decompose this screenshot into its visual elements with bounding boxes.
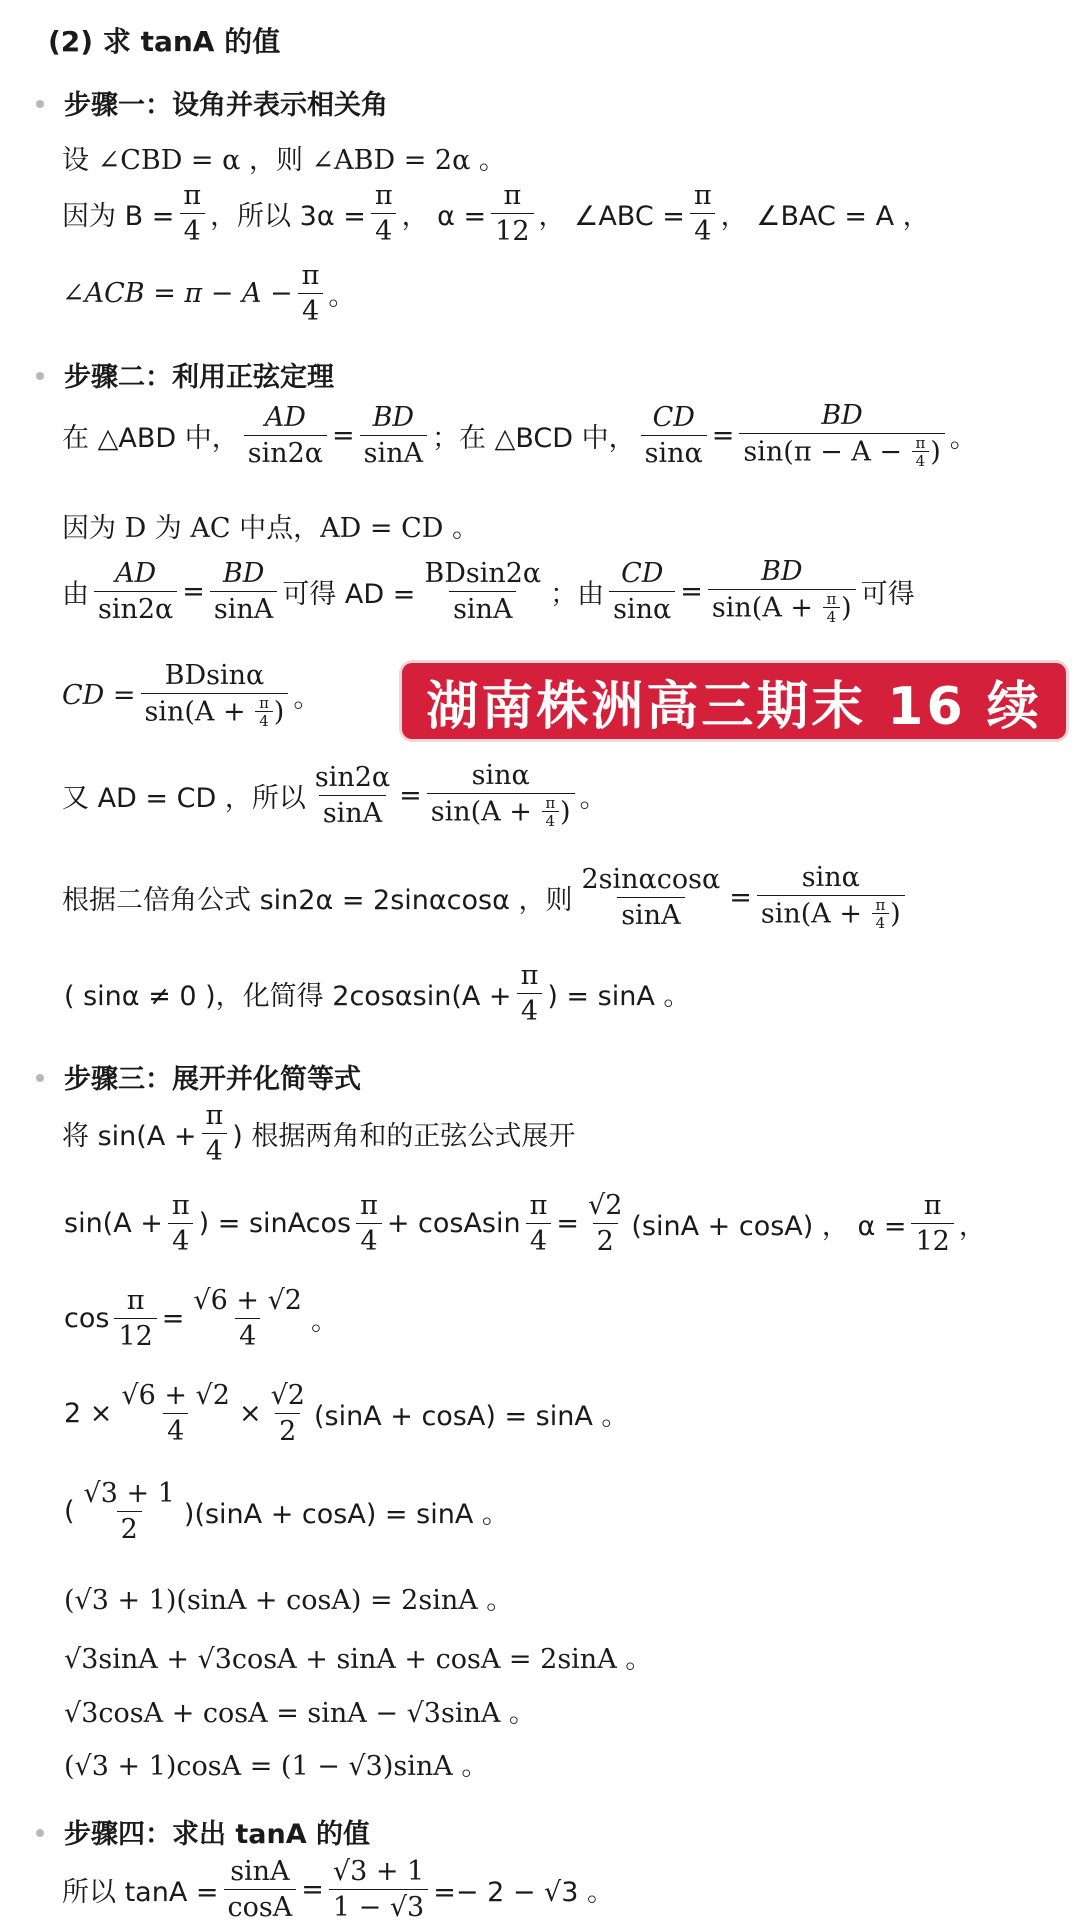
tiny-den: 4 (912, 451, 930, 470)
frac-ad-sin2a-b (94, 558, 177, 625)
line-15b: )(sinA + cosA) = sinA 。 (183, 1499, 509, 1531)
frac-pi-4-a (179, 180, 205, 247)
line-8 (62, 760, 607, 830)
line-13a: cos (64, 1303, 110, 1335)
line-14a: 2 × (64, 1398, 113, 1430)
denominator: 4 (526, 1223, 551, 1257)
denominator: 4 (298, 293, 323, 327)
numerator: sinA (230, 1856, 290, 1887)
line-8-end: 。 (579, 782, 607, 814)
equals: = (332, 419, 355, 451)
tiny-num: π (545, 794, 556, 813)
frac-sin2a-sinA (311, 762, 394, 829)
frac-sqrt2-2 (584, 1190, 626, 1257)
numerator: sinα (471, 760, 530, 791)
step-two-label: 步骤二：利用正弦定理 (64, 362, 334, 393)
frac-pi-4-b (371, 180, 397, 247)
line-11b: ) 根据两角和的正弦公式展开 (232, 1121, 576, 1153)
frac-pi-4-h (356, 1190, 382, 1257)
tiny-frac (542, 796, 560, 830)
line-15 (64, 1478, 509, 1545)
frac-pi-12 (491, 180, 533, 247)
line-4b: ；在 △BCD 中， (432, 422, 636, 454)
line-13b: = (161, 1303, 185, 1335)
line-11 (62, 1100, 575, 1167)
denominator: 2 (593, 1223, 618, 1257)
equals: = (680, 575, 703, 607)
denominator: cosA (224, 1889, 297, 1923)
numerator: √2 (270, 1380, 305, 1411)
tiny-den: 4 (872, 913, 890, 932)
line-12e: (sinA + cosA) ， α = (631, 1211, 907, 1243)
tiny-num: π (826, 590, 837, 609)
line-6 (62, 556, 915, 626)
line-13 (64, 1285, 338, 1352)
numerator: BD (761, 556, 803, 587)
line-7 (62, 660, 320, 730)
line-17: √3sinA + √3cosA + sinA + cosA = 2sinA 。 (64, 1644, 653, 1675)
numerator: π (360, 1190, 378, 1221)
frac-pi-4-d (298, 260, 324, 327)
frac-sina-sin-apl-b (757, 862, 905, 932)
frac-pi-4-e (517, 960, 543, 1027)
line-6c: ；由 (550, 578, 605, 610)
line-8a: 又 AD = CD ，所以 (62, 782, 306, 814)
line-18: √3cosA + cosA = sinA − √3sinA 。 (64, 1698, 536, 1729)
frac-bd-sina-cap (360, 402, 427, 469)
tiny-den: 4 (255, 711, 273, 730)
frac-pi-4-c (690, 180, 716, 247)
denominator: 4 (517, 993, 542, 1027)
line-14 (64, 1380, 628, 1447)
line-10a: ( sinα ≠ 0 )，化简得 2cosαsin(A + (64, 981, 512, 1013)
line-7a: CD = (62, 679, 136, 711)
line-12f: ， (958, 1211, 986, 1243)
bullet-icon (36, 100, 44, 108)
line-20a: 所以 tanA = (62, 1877, 219, 1909)
frac-bd-sin-pi (739, 400, 944, 470)
frac-s6s2-4 (189, 1285, 306, 1352)
denominator (427, 793, 575, 830)
numerator: π (503, 180, 522, 211)
frac-pi-12-b (911, 1190, 953, 1257)
numerator: BDsin2α (424, 557, 542, 589)
step-four-label: 步骤四：求出 tanA 的值 (64, 1819, 371, 1850)
numerator: √3 + 1 (332, 1856, 425, 1887)
numerator: BD (222, 557, 265, 589)
tiny-den: 4 (542, 811, 560, 830)
numerator: π (205, 1100, 224, 1131)
step-three-heading (36, 1057, 361, 1096)
denominator (141, 693, 289, 730)
denominator: 4 (163, 1413, 188, 1447)
denominator: sinα (641, 435, 707, 469)
line-2e: ， ∠BAC = A ， (720, 201, 930, 233)
tiny-frac (823, 592, 841, 626)
frac-cd-sina-b (609, 558, 675, 625)
line-4-end: 。 (949, 422, 977, 454)
numerator: √2 (588, 1190, 623, 1221)
line-12a: sin(A + (64, 1208, 163, 1240)
numerator: sinα (801, 862, 860, 893)
line-6a: 由 (62, 578, 89, 610)
frac-s3p1-1ms3 (329, 1856, 428, 1923)
denominator: 12 (911, 1223, 953, 1257)
denominator: 2 (275, 1413, 300, 1447)
numerator: sin2α (314, 761, 391, 793)
denominator: 4 (235, 1318, 260, 1352)
line-8b: = (399, 779, 422, 811)
source-banner: 湖南株洲高三期末 16 续 (402, 663, 1066, 739)
line-9a: 根据二倍角公式 sin2α = 2sinαcosα ，则 (62, 884, 573, 916)
frac-bd-sin-apl (708, 556, 856, 626)
numerator: π (301, 260, 320, 291)
line-12b: ) = sinAcos (198, 1208, 352, 1240)
bullet-icon (36, 1074, 44, 1082)
line-7-end: 。 (293, 682, 321, 714)
den-text: sin(A + (711, 592, 814, 624)
line-19: (√3 + 1)cosA = (1 − √3)sinA 。 (64, 1751, 489, 1782)
frac-bdsina (141, 660, 289, 730)
line-9 (62, 862, 910, 932)
tiny-frac (912, 436, 930, 470)
den-close: ) (890, 898, 901, 930)
numerator: 2sinαcosα (581, 863, 721, 895)
numerator: π (171, 1190, 190, 1221)
line-20b: =− 2 − √3 。 (433, 1877, 614, 1909)
den-close: ) (560, 796, 571, 828)
frac-sinA-cosA (224, 1856, 297, 1923)
line-2c: ， α = (401, 201, 487, 233)
frac-pi-4-f (201, 1100, 227, 1167)
frac-2sinacosa (578, 864, 725, 931)
frac-pi-4-i (526, 1190, 552, 1257)
tiny-den: 4 (823, 607, 841, 626)
line-12d: = (556, 1208, 579, 1240)
times: × (238, 1398, 262, 1430)
denominator: sin2α (94, 591, 177, 625)
line-12 (64, 1190, 986, 1257)
denominator: sinA (210, 591, 277, 625)
line-20 (62, 1856, 614, 1923)
bullet-icon (36, 372, 44, 380)
denominator: 4 (168, 1223, 193, 1257)
den-text: sin(A + (144, 696, 246, 728)
numerator: √6 + √2 (121, 1380, 230, 1411)
denominator: sinA (319, 795, 386, 829)
step-three-label: 步骤三：展开并化简等式 (64, 1064, 361, 1095)
denominator: sinA (449, 591, 516, 625)
denominator (708, 589, 856, 626)
den-text: sin(A + (760, 898, 863, 930)
line-14b: (sinA + cosA) = sinA 。 (313, 1401, 629, 1433)
line-11a: 将 sin(A + (62, 1121, 197, 1153)
line-3 (62, 260, 355, 327)
line-2 (62, 180, 930, 247)
tiny-frac (872, 898, 890, 932)
tiny-num: π (915, 434, 926, 453)
equals: = (711, 419, 735, 451)
equals: = (729, 881, 752, 913)
part-title: (2) 求 tanA 的值 (48, 25, 281, 58)
numerator: BD (372, 401, 415, 433)
line-13-end: 。 (310, 1306, 338, 1338)
line-6d: 可得 (860, 578, 915, 610)
denominator (757, 895, 905, 932)
equals: = (182, 575, 205, 607)
step-four-heading (36, 1812, 370, 1851)
numerator: AD (115, 557, 157, 589)
denominator (739, 433, 944, 470)
denominator: 4 (202, 1133, 227, 1167)
tiny-num: π (259, 694, 269, 713)
numerator: √6 + √2 (193, 1285, 302, 1316)
line-15-lp: ( (64, 1496, 75, 1528)
tiny-frac (255, 696, 273, 730)
numerator: π (126, 1285, 145, 1316)
line-3a: ∠ACB = π − A − (62, 278, 293, 310)
equals: = (301, 1874, 324, 1906)
denominator: 2 (117, 1511, 142, 1545)
line-4a: 在 △ABD 中， (62, 422, 239, 454)
line-2a: 因为 B = (62, 201, 175, 233)
den-text: sin(π − A − (743, 436, 903, 468)
den-close: ) (273, 696, 285, 728)
denominator: sinα (609, 591, 675, 625)
denominator: 4 (371, 213, 396, 247)
denominator: 4 (690, 213, 715, 247)
line-6b: 可得 AD = (282, 578, 416, 610)
numerator: BDsinα (164, 660, 265, 691)
bullet-icon (36, 1829, 44, 1837)
denominator: 4 (356, 1223, 381, 1257)
line-16: (√3 + 1)(sinA + cosA) = 2sinA 。 (64, 1585, 514, 1616)
line-2b: ，所以 3α = (210, 201, 366, 233)
line-10 (64, 960, 690, 1027)
denominator: 4 (180, 213, 205, 247)
tiny-num: π (875, 896, 886, 915)
line-3-end: 。 (328, 281, 356, 313)
line-2d: ， ∠ABC = (538, 201, 685, 233)
step-one-heading (36, 83, 388, 122)
step-two-heading (36, 355, 334, 394)
numerator: CD (652, 401, 695, 433)
frac-bdsin2a (420, 558, 545, 625)
den-close: ) (930, 436, 941, 468)
numerator: √3 + 1 (83, 1478, 175, 1509)
frac-cd-sina (641, 402, 707, 469)
frac-bd-sina-cap-b (210, 558, 277, 625)
numerator: π (923, 1190, 942, 1221)
line-5: 因为 D 为 AC 中点，AD = CD 。 (62, 513, 479, 544)
numerator: AD (264, 401, 306, 433)
frac-sina-sin-apl (427, 760, 575, 830)
den-text: sin(A + (430, 796, 532, 828)
denominator: sinA (360, 435, 427, 469)
frac-pi-12-c (114, 1285, 156, 1352)
line-10b: ) = sinA 。 (547, 981, 691, 1013)
numerator: BD (821, 400, 863, 431)
denominator: sinA (617, 897, 684, 931)
denominator: 12 (114, 1318, 156, 1352)
denominator: 1 − √3 (329, 1889, 428, 1923)
line-4 (62, 400, 977, 470)
numerator: π (374, 180, 393, 211)
frac-sqrt2-2-b (267, 1380, 309, 1447)
numerator: CD (621, 557, 664, 589)
frac-s6s2-4-b (117, 1380, 234, 1447)
numerator: π (693, 180, 712, 211)
numerator: π (529, 1190, 548, 1221)
line-12c: + cosAsin (386, 1208, 521, 1240)
numerator: π (183, 180, 202, 211)
denominator: sin2α (244, 435, 327, 469)
den-close: ) (841, 592, 852, 624)
denominator: 12 (491, 213, 533, 247)
line-1: 设 ∠CBD = α ，则 ∠ABD = 2α 。 (62, 145, 506, 176)
frac-ad-sin2a (244, 402, 327, 469)
frac-pi-4-g (168, 1190, 194, 1257)
numerator: π (520, 960, 539, 991)
step-one-label: 步骤一：设角并表示相关角 (64, 90, 388, 121)
frac-s3p1-2 (80, 1478, 179, 1545)
